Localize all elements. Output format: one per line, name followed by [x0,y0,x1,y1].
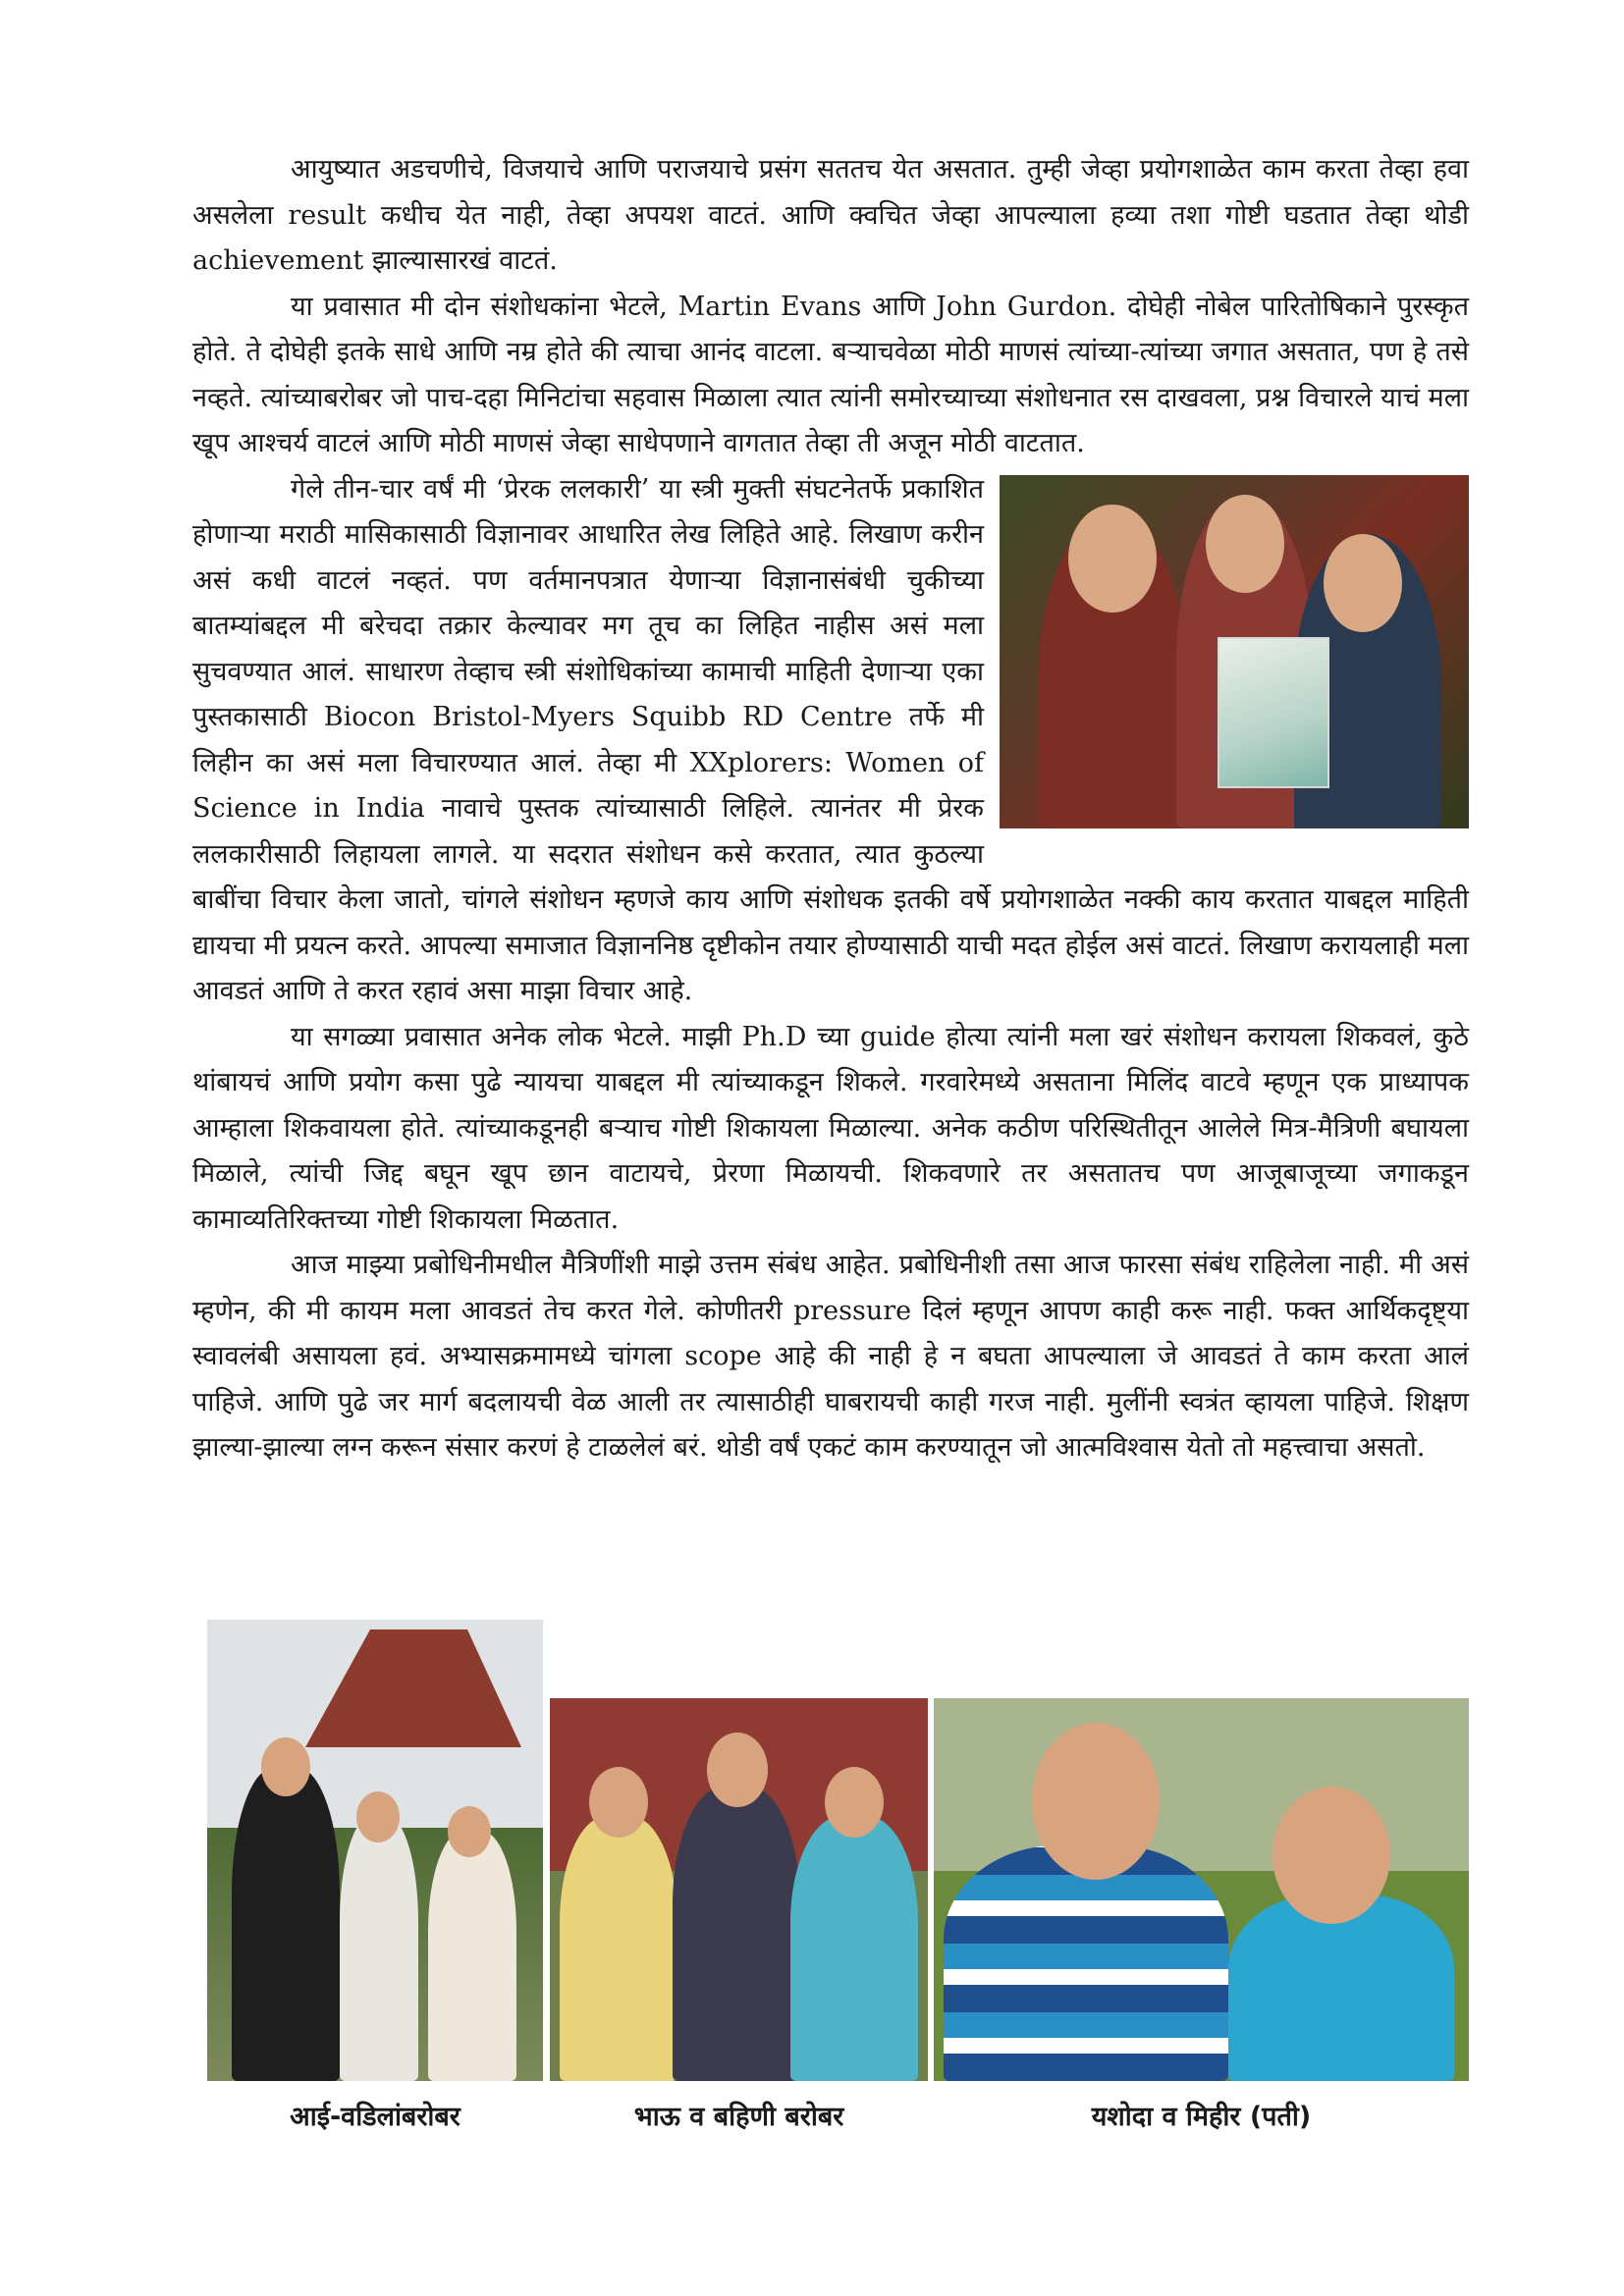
paragraph-1: आयुष्यात अडचणीचे, विजयाचे आणि पराजयाचे प्रसंग सततच येत असतात. तुम्ही जेव्हा प्रयोगशाळेत काम करता तेव्हा हवा असलेला result कधीच येत नाही, तेव्हा अपयश वाटतं. आणि क्वचित जेव्हा आपल्याला हव्या तशा गोष्टी घडतात तेव्हा थोडी achievement झाल्यासारखं वाटतं. [192,154,1469,276]
paragraph-3: गेले तीन-चार वर्षं मी ‘प्रेरक ललकारी’ या स्त्री मुक्ती संघटनेतर्फे प्रकाशित होणाऱ्या मराठी मासिकासाठी विज्ञानावर आधारित लेख लिहिते आहे. लिखाण करीन असं कधी वाटलं नव्हतं. पण वर्तमानपत्रात येणाऱ्या विज्ञानासंबंधी चुकीच्या बातम्यांबद्दल मी बरेचदा तक्रार केल्यावर मग तूच का लिहित नाहीस असं मला सुचवण्यात आलं. साधारण तेव्हाच स्त्री संशोधिकांच्या कामाची माहिती देणाऱ्या एका पुस्तकासाठी Biocon Bristol-Myers Squibb RD Centre तर्फे मी लिहीन का असं मला विचारण्यात आलं. तेव्हा मी XXplorers: Women of Science in India नावाचे पुस्तक त्यांच्यासाठी लिहिले. त्यानंतर मी प्रेरक ललकारीसाठी लिहायला लागले. या सदरात संशोधन कसे करतात, त्यात कुठल्या बाबींचा विचार केला जातो, चांगले संशोधन म्हणजे काय आणि संशोधक इतकी वर्षे प्रयोगशाळेत नक्की काय करतात याबद्दल माहिती द्यायचा मी प्रयत्न करते. आपल्या समाजात विज्ञाननिष्ठ दृष्टीकोन तयार होण्यासाठी याची मदत होईल असं वाटतं. लिखाण करायलाही मला आवडतं आणि ते करत रहावं असा माझा विचार आहे. [192,473,1469,1006]
photo-spouse [934,1698,1469,2081]
paragraph-4: या सगळ्या प्रवासात अनेक लोक भेटले. माझी Ph.D च्या guide होत्या त्यांनी मला खरं संशोधन करायला शिकवलं, कुठे थांबायचं आणि प्रयोग कसा पुढे न्यायचा याबद्दल मी त्यांच्याकडून शिकले. गरवारेमध्ये असताना मिलिंद वाटवे म्हणून एक प्राध्यापक आम्हाला शिकवायला होते. त्यांच्याकडूनही बऱ्याच गोष्टी शिकायला मिळाल्या. अनेक कठीण परिस्थितीतून आलेले मित्र-मैत्रिणी बघायला मिळाले, त्यांची जिद्द बघून खूप छान वाटायचे, प्रेरणा मिळायची. शिकवणारे तर असतातच पण आजूबाजूच्या जगाकडून कामाव्यतिरिक्तच्या गोष्टी शिकायला मिळतात. [192,1021,1469,1235]
article-body [192,147,1469,1471]
book-photo [1000,475,1469,828]
book-cover [1218,637,1329,788]
photo-parents [207,1620,543,2081]
photo-siblings [550,1698,928,2081]
photo-gallery [0,1620,1624,2150]
caption-parents: आई-वडिलांबरोबर [290,2102,460,2132]
caption-siblings: भाऊ व बहिणी बरोबर [633,2102,844,2132]
paragraph-5: आज माझ्या प्रबोधिनीमधील मैत्रिणींशी माझे उत्तम संबंध आहेत. प्रबोधिनीशी तसा आज फारसा संबंध राहिलेला नाही. मी असं म्हणेन, की मी कायम मला आवडतं तेच करत गेले. कोणीतरी pressure दिलं म्हणून आपण काही करू नाही. फक्त आर्थिकदृष्ट्या स्वावलंबी असायला हवं. अभ्यासक्रमामध्ये चांगला scope आहे की नाही हे न बघता आपल्याला जे आवडतं ते काम करता आलं पाहिजे. आणि पुढे जर मार्ग बदलायची वेळ आली तर त्यासाठीही घाबरायची काही गरज नाही. मुलींनी स्वत्रंत व्हायला पाहिजे. शिक्षण झाल्या-झाल्या लग्न करून संसार करणं हे टाळलेलं बरं. थोडी वर्षं एकटं काम करण्यातून जो आत्मविश्वास येतो तो महत्त्वाचा असतो. [192,1250,1469,1463]
paragraph-2: या प्रवासात मी दोन संशोधकांना भेटले, Martin Evans आणि John Gurdon. दोघेही नोबेल पारितोषिकाने पुरस्कृत होते. ते दोघेही इतके साधे आणि नम्र होते की त्याचा आनंद वाटला. बऱ्याचवेळा मोठी माणसं त्यांच्या-त्यांच्या जगात असतात, पण हे तसे नव्हते. त्यांच्याबरोबर जो पाच-दहा मिनिटांचा सहवास मिळाला त्यात त्यांनी समोरच्याच्या संशोधनात रस दाखवला, प्रश्न विचारले याचं मला खूप आश्चर्य वाटलं आणि मोठी माणसं जेव्हा साधेपणाने वागतात तेव्हा ती अजून मोठी वाटतात. [192,291,1469,458]
caption-spouse: यशोदा व मिहीर (पती) [1091,2102,1312,2132]
